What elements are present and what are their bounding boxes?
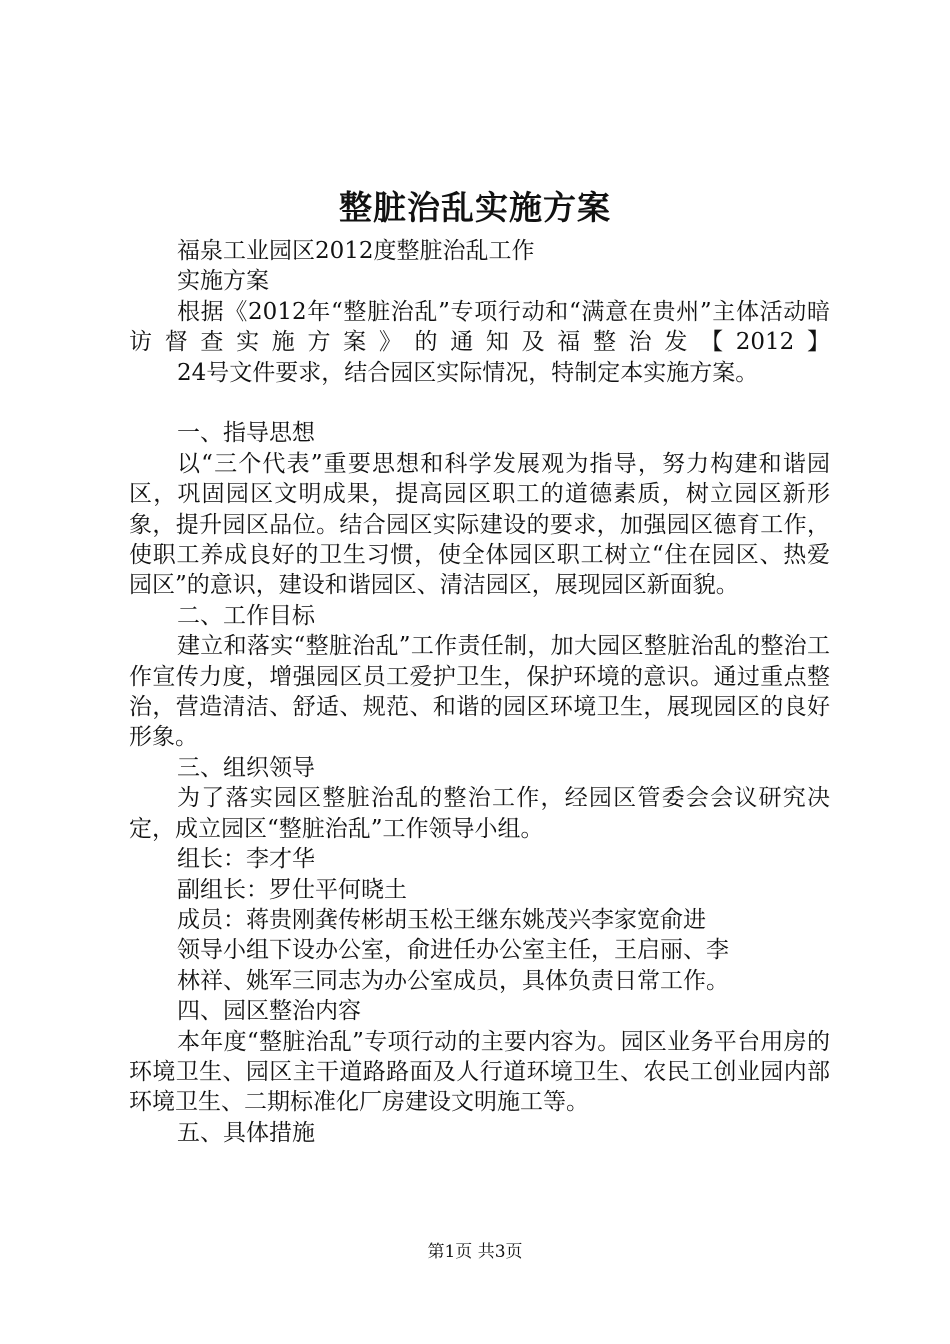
intro-paragraph: 根据《2012年“整脏治乱”专项行动和“满意在贵州”主体活动暗访督查实施方案》的通知及福整治发【2012】 xyxy=(129,298,830,356)
office-line-1: 领导小组下设办公室，俞进任办公室主任，王启丽、李 xyxy=(177,937,729,964)
group-leader-line: 组长：李才华 xyxy=(177,846,315,873)
section-heading-2: 二、工作目标 xyxy=(177,602,315,629)
section-2-paragraph: 建立和落实“整脏治乱”工作责任制，加大园区整脏治乱的整治工作宣传力度，增强园区员工爱护卫生，保护环境的意识。通过重点整治，营造清洁、舒适、规范、和谐的园区环境卫生，展现园区的良好形象。 xyxy=(129,633,830,751)
subtitle-line-2: 实施方案 xyxy=(177,268,269,295)
section-1-paragraph: 以“三个代表”重要思想和科学发展观为指导，努力构建和谐园区，巩固园区文明成果，提高园区职工的道德素质，树立园区新形象，提升园区品位。结合园区实际建设的要求，加强园区德育工作，使职工养成良好的卫生习惯，使全体园区职工树立“住在园区、热爱园区”的意识，建设和谐园区、清洁园区，展现园区新面貌。 xyxy=(129,450,830,599)
section-heading-4: 四、园区整治内容 xyxy=(177,998,361,1025)
members-line: 成员：蒋贵刚龚传彬胡玉松王继东姚茂兴李家宽俞进 xyxy=(177,906,706,933)
intro-paragraph-continued: 24号文件要求，结合园区实际情况，特制定本实施方案。 xyxy=(177,359,759,386)
section-heading-3: 三、组织领导 xyxy=(177,754,315,781)
page-footer: 第1页 共3页 xyxy=(427,1242,523,1262)
subtitle-line-1: 福泉工业园区2012度整脏治乱工作 xyxy=(177,238,535,264)
document-body xyxy=(129,236,830,1148)
document-title: 整脏治乱实施方案 xyxy=(339,188,611,227)
section-heading-1: 一、指导思想 xyxy=(177,420,315,447)
deputy-leader-line: 副组长：罗仕平何晓土 xyxy=(177,876,407,903)
section-4-paragraph: 本年度“整脏治乱”专项行动的主要内容为。园区业务平台用房的环境卫生、园区主干道路路面及人行道环境卫生、农民工创业园内部环境卫生、二期标准化厂房建设文明施工等。 xyxy=(129,1028,830,1116)
section-3-paragraph: 为了落实园区整脏治乱的整治工作，经园区管委会会议研究决定，成立园区“整脏治乱”工作领导小组。 xyxy=(129,785,830,842)
section-heading-5: 五、具体措施 xyxy=(177,1119,315,1146)
office-line-2: 林祥、姚军三同志为办公室成员，具体负责日常工作。 xyxy=(177,967,729,994)
blank-line xyxy=(129,388,830,418)
